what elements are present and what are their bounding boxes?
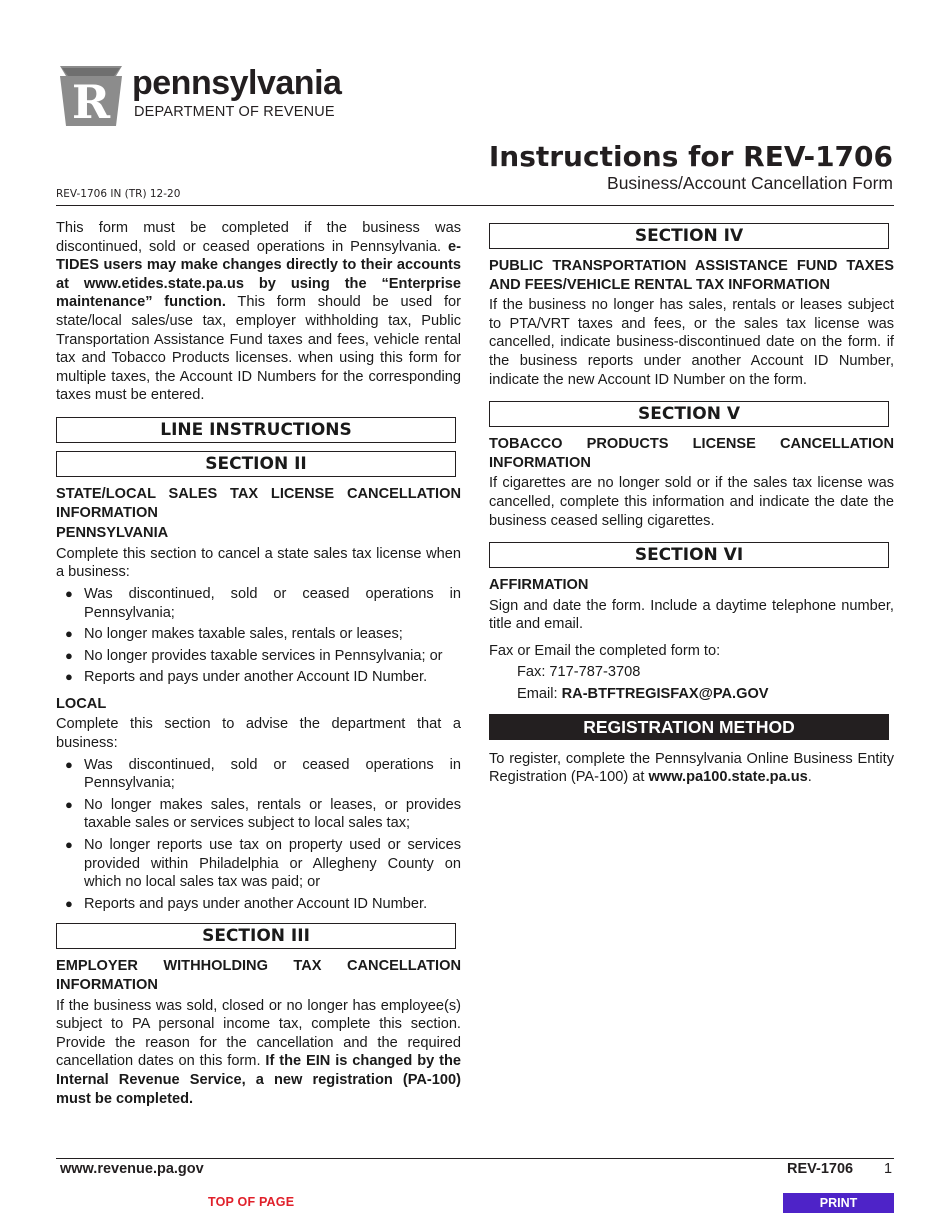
list-item: ● No longer makes taxable sales, rentals or leases;	[65, 626, 403, 643]
print-button[interactable]: PRINT	[783, 1193, 894, 1213]
page-title: Instructions for REV-1706	[488, 140, 893, 173]
section-4-text: If the business no longer has sales, rentals or leases subject to PTA/VRT taxes and fees, or the sales tax license was cancelled, indicate business-discontinued date on the form. if the business reports under another Account ID Number, indicate the new Account ID Number on the form.	[489, 297, 894, 388]
pennsylvania-bullets	[56, 585, 461, 687]
page-number: 1	[884, 1161, 893, 1177]
bullet-icon: ●	[65, 585, 73, 601]
bullet-icon: ●	[65, 895, 73, 911]
bullet-icon: ●	[65, 647, 73, 663]
bullet-icon: ●	[65, 669, 73, 685]
section-4-header: SECTION IV	[489, 223, 889, 249]
page-subtitle: Business/Account Cancellation Form	[607, 173, 893, 193]
bullet-icon: ●	[65, 756, 73, 772]
fax-number: Fax: 717-787-3708	[517, 663, 641, 680]
logo-department: DEPARTMENT OF REVENUE	[134, 104, 335, 120]
email-line: Email: RA-BTFTREGISFAX@PA.GOV	[517, 686, 769, 703]
intro-etides-note: e-TIDES users may make changes directly to their accounts at www.etides.state.pa.us by using the “Enterprise maintenance” function.	[56, 238, 461, 311]
section-3-heading: EMPLOYER WITHHOLDING TAX CANCELLATION INFORMATION	[56, 958, 461, 993]
local-bullets	[56, 756, 461, 914]
line-instructions-header: LINE INSTRUCTIONS	[56, 417, 456, 443]
top-of-page-link[interactable]: TOP OF PAGE	[208, 1195, 295, 1209]
intro-text: This form must be completed if the business was discontinued, sold or ceased operations in Pennsylvania.	[56, 220, 461, 255]
section-5-text: If cigarettes are no longer sold or if the sales tax license was cancelled, complete this information and indicate the date the business ceased selling cigarettes.	[489, 475, 894, 529]
section-2-header: SECTION II	[56, 451, 456, 477]
intro-paragraph	[56, 219, 461, 405]
fax-email-intro: Fax or Email the completed form to:	[489, 642, 721, 659]
section-5-heading: TOBACCO PRODUCTS LICENSE CANCELLATION INFORMATION	[489, 436, 894, 471]
list-item: ● Was discontinued, sold or ceased operations in Pennsylvania;	[65, 585, 461, 621]
local-text: Complete this section to advise the department that a business:	[56, 716, 461, 752]
left-column	[56, 219, 461, 1108]
pennsylvania-text: Complete this section to cancel a state sales tax license when a business:	[56, 545, 461, 581]
affirmation-heading: AFFIRMATION	[489, 577, 589, 594]
footer-form-number: REV-1706	[787, 1161, 854, 1177]
section-3-ein-note: If the EIN is changed by the Internal Revenue Service, a new registration (PA-100) must be completed.	[56, 1053, 462, 1107]
pa-revenue-logo	[56, 60, 346, 132]
section-5-header: SECTION V	[489, 401, 889, 427]
form-code: REV-1706 IN (TR) 12-20	[56, 188, 181, 200]
list-item: ● Reports and pays under another Account ID Number.	[65, 669, 428, 686]
bullet-icon: ●	[65, 626, 73, 642]
registration-url: www.pa100.state.pa.us	[648, 769, 808, 786]
registration-method-header: REGISTRATION METHOD	[489, 714, 889, 740]
footer-divider	[56, 1158, 894, 1159]
local-heading: LOCAL	[56, 695, 107, 712]
right-column	[489, 219, 894, 787]
registration-text: To register, complete the Pennsylvania Online Business Entity Registration (PA-100) at www.pa100.state.pa.us.	[489, 750, 894, 786]
section-2-heading: STATE/LOCAL SALES TAX LICENSE CANCELLATION INFORMATION	[56, 485, 461, 521]
logo-letter: R	[71, 75, 111, 129]
keystone-logo-icon	[56, 60, 126, 130]
list-item: ● No longer provides taxable services in Pennsylvania; or	[65, 647, 443, 664]
affirmation-text: Sign and date the form. Include a daytime telephone number, title and email.	[489, 597, 894, 633]
section-4-heading: PUBLIC TRANSPORTATION ASSISTANCE FUND TAXES AND FEES/VEHICLE RENTAL TAX INFORMATION	[489, 258, 894, 293]
section-3-header: SECTION III	[56, 923, 456, 949]
email-address: RA-BTFTREGISFAX@PA.GOV	[561, 686, 769, 703]
intro-text-end: This form should be used for state/local sales/use tax, employer withholding tax, Public Transportation Assistance Fund taxes and fees, vehicle rental tax and Tobacco Products licenses. when using this form for multiple taxes, the Account ID Numbers for the corresponding taxes must be entered.	[56, 294, 461, 404]
header-divider	[56, 205, 894, 206]
list-item: ● Was discontinued, sold or ceased operations in Pennsylvania;	[65, 756, 461, 792]
list-item: ● Reports and pays under another Account ID Number.	[65, 895, 428, 912]
pennsylvania-heading: PENNSYLVANIA	[56, 525, 169, 542]
bullet-icon: ●	[65, 796, 73, 812]
logo-wordmark: pennsylvania	[132, 64, 342, 102]
list-item: ● No longer makes sales, rentals or leases, or provides taxable sales or services subject to local sales tax;	[65, 796, 461, 832]
footer-website: www.revenue.pa.gov	[60, 1161, 204, 1177]
section-6-header: SECTION VI	[489, 542, 889, 568]
section-3-text: If the business was sold, closed or no longer has employee(s) subject to PA personal income tax, complete this section. Provide the reason for the cancellation and the required cancellation dates on this form. If the EIN is changed by the Internal Revenue Service, a new registration (PA-100) must be completed.	[56, 997, 462, 1107]
list-item: ● No longer reports use tax on property used or services provided within Philadelphia or Allegheny County on which no local sales tax was paid; or	[65, 837, 461, 891]
bullet-icon: ●	[65, 837, 73, 853]
